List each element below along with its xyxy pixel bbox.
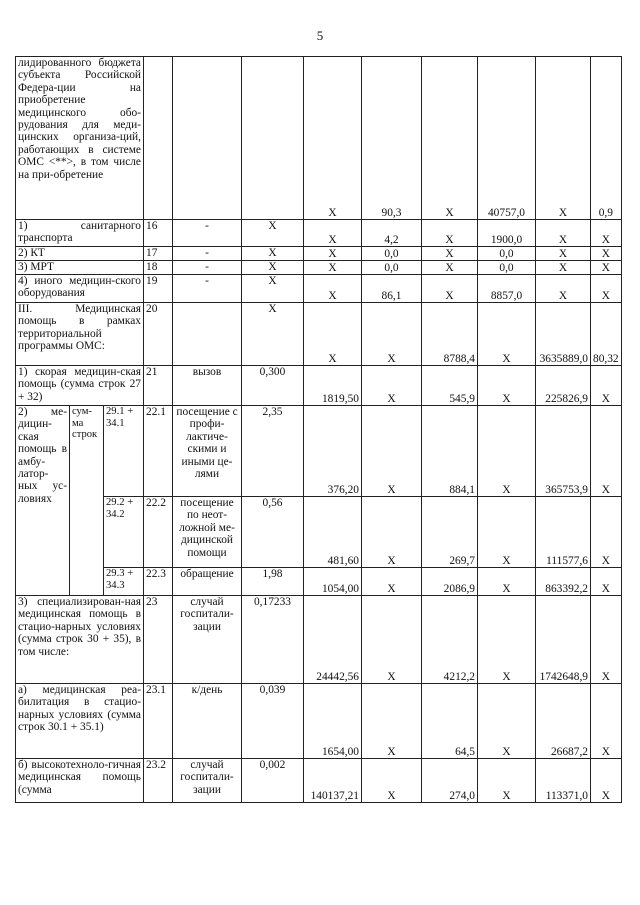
cell: 365753,9 (536, 406, 591, 497)
row-number: 23.2 (144, 759, 173, 803)
cell: 545,9 (422, 366, 478, 406)
cell: Х (362, 406, 422, 497)
cell: 26687,2 (536, 684, 591, 759)
unit-cell: - (173, 275, 242, 303)
cell: Х (362, 497, 422, 568)
cell: 2,35 (242, 406, 304, 497)
cell: Х (478, 568, 536, 596)
row-label: 3) специализирован-ная медицинская помощь в стацио-нарных условиях (сумма строк 30 + 35), в том числе: (16, 596, 144, 684)
cell: Х (304, 275, 362, 303)
row-label: III. Медицинская помощь в рамках территориальной программы ОМС: (16, 303, 144, 366)
unit-cell: посещение по неот-ложной ме-дицинской помощи (173, 497, 242, 568)
cell: Х (478, 497, 536, 568)
table-row (16, 366, 622, 406)
row-number: 21 (144, 366, 173, 406)
row-label: 1) санитарного транспорта (16, 220, 144, 247)
cell: 884,1 (422, 406, 478, 497)
row-label: 1) скорая медицин-ская помощь (сумма строк 27 + 32) (16, 366, 144, 406)
cell: Х (362, 596, 422, 684)
cell: Х (242, 247, 304, 261)
cell: Х (591, 275, 622, 303)
cell: 24442,56 (304, 596, 362, 684)
cell: Х (478, 406, 536, 497)
cell: Х (591, 596, 622, 684)
cell: 0,002 (242, 759, 304, 803)
cell: Х (362, 568, 422, 596)
cell: 0,0 (362, 261, 422, 275)
cell: Х (304, 220, 362, 247)
cell: Х (422, 275, 478, 303)
cell: Х (591, 261, 622, 275)
cell: Х (242, 303, 304, 366)
row-number: 22.1 (144, 406, 173, 497)
cell: 2086,9 (422, 568, 478, 596)
cell: 90,3 (362, 57, 422, 220)
unit-cell: обращение (173, 568, 242, 596)
cell: 863392,2 (536, 568, 591, 596)
sum-cell: 29.2 + 34.2 (104, 497, 144, 568)
cell: 1,98 (242, 568, 304, 596)
cell: Х (591, 247, 622, 261)
cell: 40757,0 (478, 57, 536, 220)
cell: 274,0 (422, 759, 478, 803)
cell: Х (362, 303, 422, 366)
cell: Х (304, 261, 362, 275)
cell: Х (362, 684, 422, 759)
cell: 113371,0 (536, 759, 591, 803)
cell: 8788,4 (422, 303, 478, 366)
unit-cell: к/день (173, 684, 242, 759)
row-label: лидированного бюджета субъекта Российской Федера-ции на приобретение медицинского обо-рудования для меди-цинских организа-ций, работающих в системе ОМС <**>, в том числе на при-обретение (16, 57, 144, 220)
table-row (16, 759, 622, 803)
table-row (16, 275, 622, 303)
cell: 0,039 (242, 684, 304, 759)
row-number: 23 (144, 596, 173, 684)
cell: 376,20 (304, 406, 362, 497)
cell: 3635889,0 (536, 303, 591, 366)
table-row (16, 406, 622, 497)
cell: Х (591, 759, 622, 803)
row-label: 3) МРТ (16, 261, 144, 275)
cell: Х (591, 684, 622, 759)
cell: Х (591, 568, 622, 596)
cell: Х (242, 261, 304, 275)
cell: Х (304, 247, 362, 261)
cell: Х (591, 497, 622, 568)
table-row (16, 261, 622, 275)
cell: Х (304, 303, 362, 366)
cell: Х (362, 366, 422, 406)
table-row (16, 220, 622, 247)
cell: 269,7 (422, 497, 478, 568)
cell: Х (536, 275, 591, 303)
cell: Х (536, 261, 591, 275)
unit-cell: - (173, 220, 242, 247)
data-table (15, 56, 622, 803)
cell: 4212,2 (422, 596, 478, 684)
row-number: 22.2 (144, 497, 173, 568)
cell: Х (536, 57, 591, 220)
row-number: 17 (144, 247, 173, 261)
row-label: 2) КТ (16, 247, 144, 261)
row-label: а) медицинская реа-билитация в стацио-нарных условиях (сумма строк 30.1 + 35.1) (16, 684, 144, 759)
row-number: 22.3 (144, 568, 173, 596)
cell: 0,0 (478, 261, 536, 275)
cell: 140137,21 (304, 759, 362, 803)
cell: 64,5 (422, 684, 478, 759)
unit-cell: - (173, 261, 242, 275)
table-row (16, 684, 622, 759)
cell: Х (362, 759, 422, 803)
row-number: 20 (144, 303, 173, 366)
unit-cell: посещение с профи-лактиче-скими и иными це-лями (173, 406, 242, 497)
table-row (16, 568, 622, 596)
cell: 8857,0 (478, 275, 536, 303)
cell: 1742648,9 (536, 596, 591, 684)
cell: 1654,00 (304, 684, 362, 759)
table-row (16, 57, 622, 220)
cell: Х (242, 220, 304, 247)
table-row (16, 247, 622, 261)
cell: Х (422, 261, 478, 275)
cell: Х (478, 596, 536, 684)
cell: Х (478, 366, 536, 406)
cell: Х (422, 57, 478, 220)
cell: Х (478, 759, 536, 803)
row-label: сум-ма строк (70, 406, 104, 596)
row-label: 4) иного медицин-ского оборудования (16, 275, 144, 303)
cell: 1900,0 (478, 220, 536, 247)
unit-cell: - (173, 247, 242, 261)
unit-cell: вызов (173, 366, 242, 406)
row-number: 23.1 (144, 684, 173, 759)
cell: 0,0 (362, 247, 422, 261)
cell: 1054,00 (304, 568, 362, 596)
cell: Х (478, 303, 536, 366)
cell: Х (478, 684, 536, 759)
unit-cell: случай госпитали-зации (173, 759, 242, 803)
row-number: 16 (144, 220, 173, 247)
sum-cell: 29.3 + 34.3 (104, 568, 144, 596)
unit-cell (173, 303, 242, 366)
cell: 225826,9 (536, 366, 591, 406)
cell: 0,17233 (242, 596, 304, 684)
row-number: 19 (144, 275, 173, 303)
cell: 4,2 (362, 220, 422, 247)
cell: 1819,50 (304, 366, 362, 406)
page-number: 5 (316, 28, 324, 43)
cell: 111577,6 (536, 497, 591, 568)
cell: 0,9 (591, 57, 622, 220)
unit-cell: случай госпитали-зации (173, 596, 242, 684)
cell: Х (242, 275, 304, 303)
cell: 0,56 (242, 497, 304, 568)
cell: 0,0 (478, 247, 536, 261)
cell: Х (591, 406, 622, 497)
table-row (16, 596, 622, 684)
cell: Х (422, 220, 478, 247)
cell: 481,60 (304, 497, 362, 568)
row-label: б) высокотехноло-гичная медицинская помощь (сумма (16, 759, 144, 803)
row-number: 18 (144, 261, 173, 275)
cell: Х (536, 247, 591, 261)
cell: Х (536, 220, 591, 247)
cell: 80,32 (591, 303, 622, 366)
row-label: 2) ме-дицин-ская помощь в амбу-латор-ных ус-ловиях (16, 406, 70, 596)
sum-cell: 29.1 + 34.1 (104, 406, 144, 497)
cell: Х (591, 220, 622, 247)
cell: Х (304, 57, 362, 220)
cell: Х (422, 247, 478, 261)
table-row (16, 303, 622, 366)
table-row (16, 497, 622, 568)
cell: 0,300 (242, 366, 304, 406)
cell: Х (591, 366, 622, 406)
cell: 86,1 (362, 275, 422, 303)
